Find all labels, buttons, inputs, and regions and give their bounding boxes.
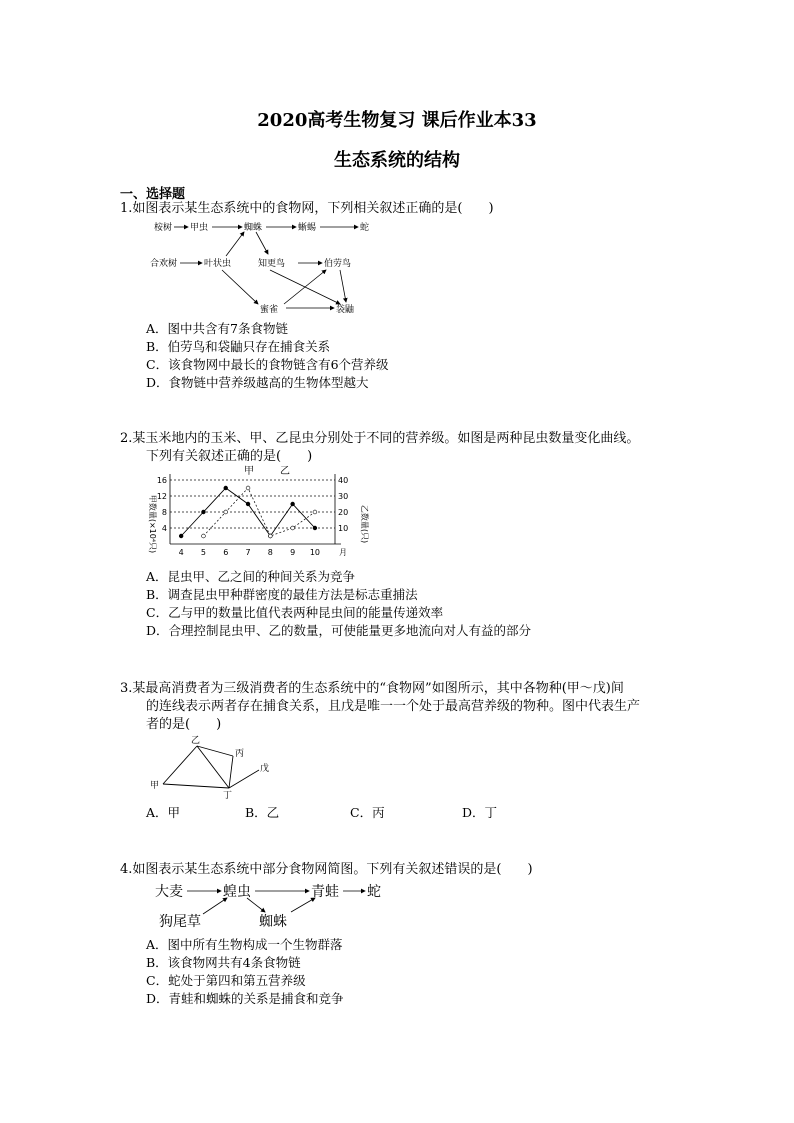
left-tick-label: 4 (161, 524, 167, 533)
data-point-jia (313, 526, 317, 530)
y-axis-right-label: 乙数量(只) (360, 504, 369, 544)
q1-node: 蛇 (360, 223, 370, 233)
x-tick-label: 4 (178, 548, 184, 557)
right-tick-label: 20 (338, 508, 349, 517)
data-point-yi (313, 510, 317, 514)
q1-node: 甲虫 (190, 223, 209, 233)
data-point-yi (268, 534, 272, 538)
x-tick-label: 10 (309, 548, 321, 557)
section-heading: 一、选择题 (120, 187, 186, 202)
q3-option-b: B．乙 (245, 805, 280, 820)
q3-stem-line2: 的连线表示两者存在捕食关系，且戊是唯一一个处于最高营养级的物种。图中代表生产 (146, 699, 641, 714)
q1-stem: 1.如图表示某生态系统中的食物网，下列相关叙述正确的是( ) (120, 201, 494, 216)
x-tick-label: 8 (267, 548, 273, 557)
q1-option-b: B．伯劳鸟和袋鼬只存在捕食关系 (146, 339, 331, 354)
q1-node: 袋鼬 (336, 305, 355, 315)
q1-node: 蜘蛛 (244, 223, 263, 233)
q1-node: 伯劳鸟 (324, 259, 352, 269)
left-tick-label: 8 (161, 508, 167, 517)
q1-option-d: D．食物链中营养级越高的生物体型越大 (146, 375, 369, 390)
legend-jia: 甲 (244, 466, 254, 477)
x-tick-label: 7 (245, 548, 251, 557)
q3-option-a: A．甲 (146, 805, 181, 820)
q1-node: 知更鸟 (258, 259, 286, 269)
left-tick-label: 12 (156, 492, 167, 501)
data-point-yi (291, 526, 295, 530)
q3-option-d: D．丁 (462, 805, 498, 820)
q3-option-c: C．丙 (350, 805, 385, 820)
q3-stem-line3: 者的是( ) (146, 717, 222, 732)
q4-option-b: B．该食物网共有4条食物链 (146, 955, 301, 970)
q4-node: 大麦 (155, 884, 183, 900)
q3-stem-line1: 3.某最高消费者为三级消费者的生态系统中的“食物网”如图所示，其中各物种(甲～戊)间 (120, 681, 624, 696)
q4-option-a: A．图中所有生物构成一个生物群落 (146, 937, 343, 952)
q4-stem: 4.如图表示某生态系统中部分食物网简图。下列有关叙述错误的是( ) (120, 862, 533, 877)
page-subtitle: 生态系统的结构 (334, 150, 460, 171)
left-tick-label: 16 (156, 476, 167, 485)
data-point-jia (202, 510, 206, 514)
q3-node-jia: 甲 (150, 781, 160, 791)
data-point-yi (246, 486, 250, 490)
q2-option-b: B．调查昆虫甲种群密度的最佳方法是标志重捕法 (146, 587, 418, 602)
x-tick-label: 5 (200, 548, 206, 557)
q1-node: 合欢树 (150, 259, 178, 269)
right-tick-label: 40 (338, 476, 349, 485)
right-tick-label: 10 (338, 524, 349, 533)
q1-option-a: A．图中共含有7条食物链 (146, 321, 288, 336)
page-title: 2020高考生物复习 课后作业本33 (257, 110, 537, 131)
q1-node: 叶状虫 (204, 259, 232, 269)
right-tick-label: 30 (338, 492, 349, 501)
q4-food-web-diagram (155, 878, 395, 934)
q1-node: 桉树 (154, 223, 173, 233)
q4-node: 蝗虫 (223, 884, 251, 900)
x-axis-unit: 月 (339, 548, 347, 557)
x-tick-label: 6 (223, 548, 229, 557)
q2-option-a: A．昆虫甲、乙之间的种间关系为竞争 (146, 569, 356, 584)
q1-option-c: C．该食物网中最长的食物链含有6个营养级 (146, 357, 389, 372)
q4-option-d: D．青蛙和蜘蛛的关系是捕食和竞争 (146, 991, 344, 1006)
q2-option-d: D．合理控制昆虫甲、乙的数量，可使能量更多地流向对人有益的部分 (146, 623, 532, 638)
data-point-jia (246, 502, 250, 506)
q3-node-wu: 戊 (260, 764, 270, 774)
q2-option-c: C．乙与甲的数量比值代表两种昆虫间的能量传递效率 (146, 605, 444, 620)
y-axis-left-label: 甲数量(×10⁴只) (148, 494, 157, 554)
q3-food-web-diagram (145, 734, 285, 804)
q4-option-c: C．蛇处于第四和第五营养级 (146, 973, 306, 988)
q4-node: 狗尾草 (159, 914, 201, 930)
q1-node: 蜥蜴 (298, 223, 317, 233)
q2-stem-line1: 2.某玉米地内的玉米、甲、乙昆虫分别处于不同的营养级。如图是两种昆虫数量变化曲线。 (120, 431, 640, 446)
data-point-yi (224, 510, 228, 514)
q3-node-yi: 乙 (191, 736, 201, 746)
legend-yi: 乙 (280, 466, 290, 477)
data-point-jia (291, 502, 295, 506)
q2-stem-line2: 下列有关叙述正确的是( ) (146, 449, 313, 464)
q3-node-bing: 丙 (235, 749, 245, 759)
data-point-jia (179, 534, 183, 538)
q4-node: 蜘蛛 (259, 914, 287, 930)
q4-node: 蛇 (367, 884, 381, 900)
q2-line-chart (140, 464, 370, 564)
q4-node: 青蛙 (311, 884, 339, 900)
q3-node-ding: 丁 (223, 791, 233, 801)
q1-food-web-diagram (140, 218, 380, 318)
q1-node: 蜜雀 (260, 305, 279, 315)
data-point-yi (202, 534, 206, 538)
x-tick-label: 9 (290, 548, 296, 557)
data-point-jia (224, 486, 228, 490)
